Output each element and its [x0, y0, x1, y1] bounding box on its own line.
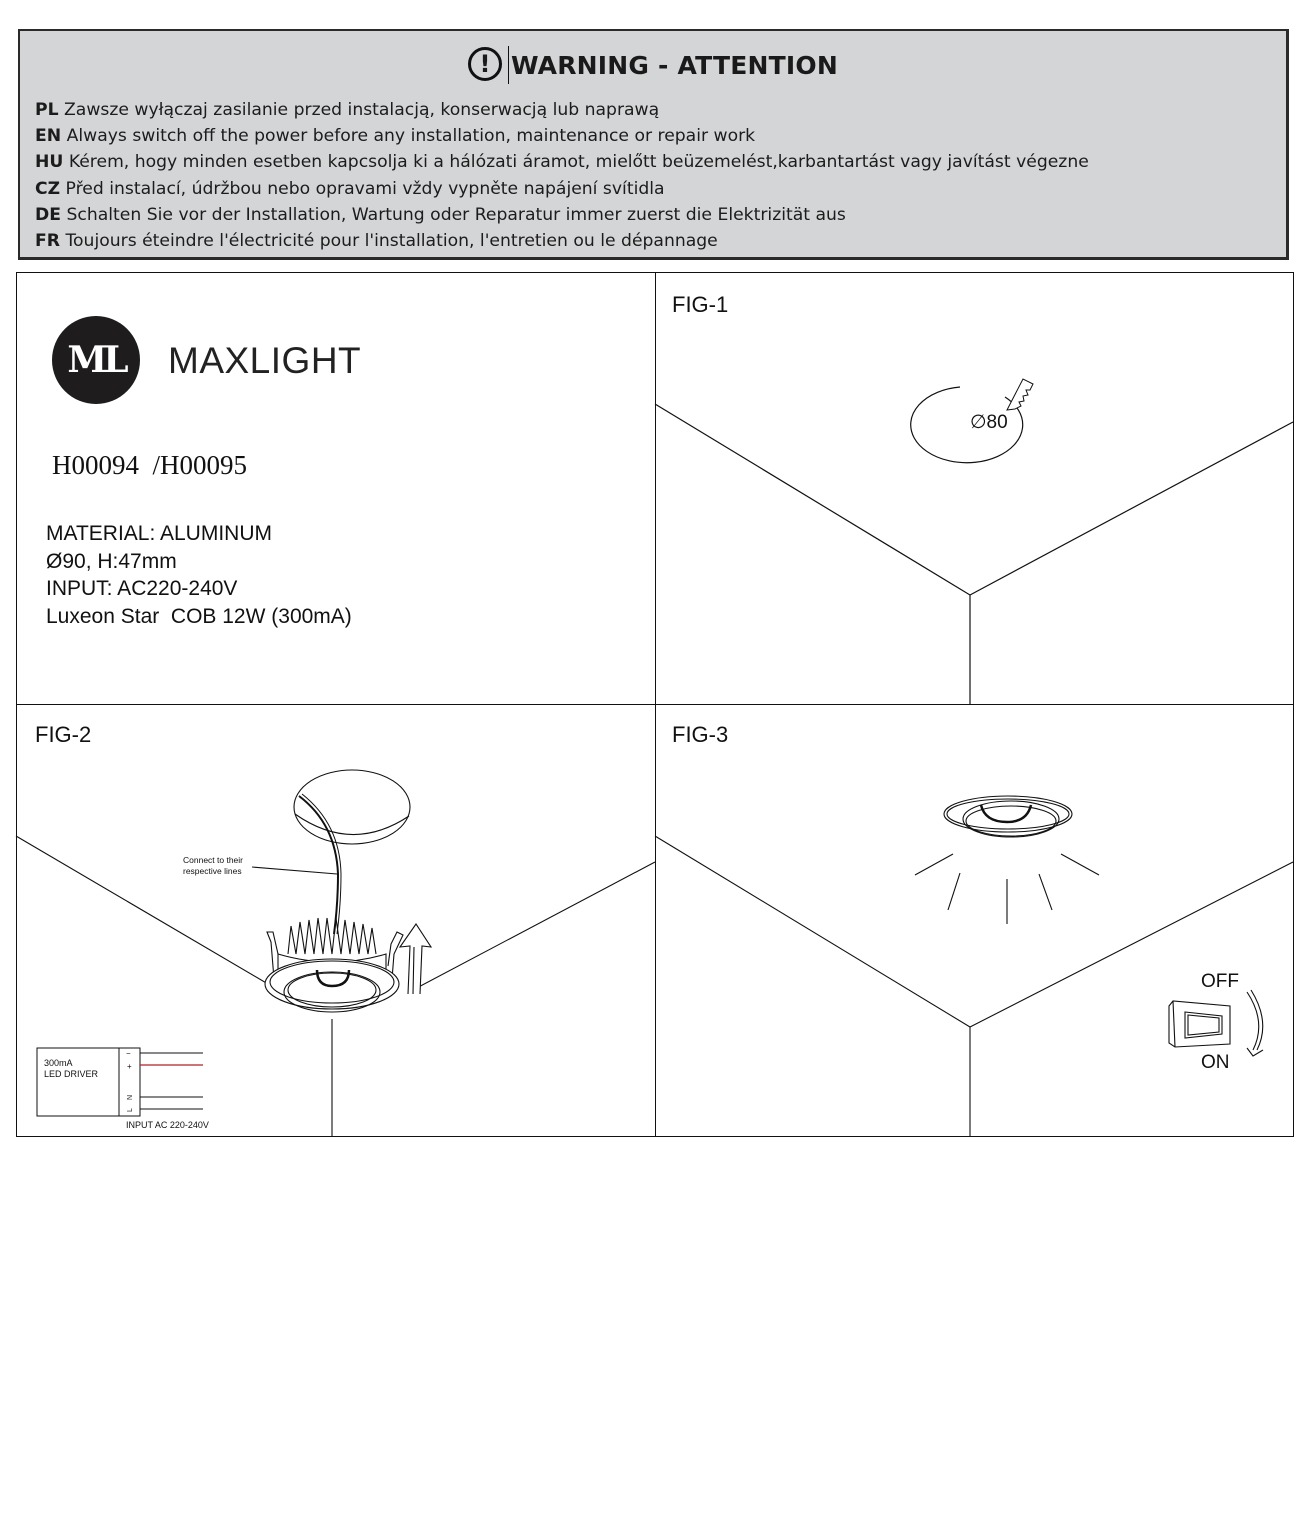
driver-label-line1: 300mA — [44, 1058, 73, 1068]
model-number: H00094 /H00095 — [52, 450, 247, 480]
warning-text: Kérem, hogy minden esetben kapcsolja ki a hálózati áramot, mielőtt beüzemelést,karbantartást vagy javítást végezne — [68, 152, 1089, 173]
fig1-drawing — [655, 272, 1293, 704]
switch-on-label: ON — [1201, 1052, 1230, 1073]
annotation-line2: respective lines — [183, 866, 242, 876]
warning-line-de — [35, 202, 1089, 228]
lang-code: FR — [35, 231, 60, 252]
ceiling-edge-right — [970, 422, 1293, 595]
lang-code: CZ — [35, 178, 61, 199]
fig2-label: FIG-2 — [35, 722, 92, 747]
driver-input-label: INPUT AC 220-240V — [126, 1120, 209, 1130]
installed-fixture — [944, 796, 1072, 837]
spec-material: MATERIAL: ALUMINUM — [46, 522, 272, 545]
warning-line-hu — [35, 149, 1089, 175]
brand-name: MAXLIGHT — [168, 340, 362, 381]
terminal-minus: − — [126, 1049, 131, 1058]
fig3-label: FIG-3 — [672, 722, 729, 747]
lang-code: PL — [35, 100, 59, 120]
wall-switch-icon — [1169, 1001, 1230, 1047]
fig2-drawing — [16, 704, 655, 1136]
heat-sink — [288, 918, 376, 954]
warning-line-pl — [35, 97, 1089, 123]
terminal-n: N — [127, 1094, 134, 1100]
ceiling-edge-left — [655, 404, 970, 595]
annotation-line1: Connect to their — [183, 855, 244, 865]
spec-list — [46, 520, 352, 630]
spec-dimensions: Ø90, H:47mm — [46, 549, 177, 573]
terminal-l: L — [127, 1108, 134, 1112]
warning-text: Schalten Sie vor der Installation, Wartung oder Reparatur immer zuerst die Elektrizität aus — [66, 204, 846, 225]
spec-input: INPUT: AC220-240V — [46, 577, 238, 600]
exclamation-circle-icon: ! — [468, 47, 502, 81]
warning-title — [20, 48, 1286, 86]
fig3-drawing — [655, 704, 1293, 1136]
warning-title-text: WARNING - ATTENTION — [511, 51, 838, 80]
switch-off-label: OFF — [1201, 971, 1239, 992]
warning-line-fr — [35, 228, 1089, 254]
lang-code: EN — [35, 126, 62, 147]
ceiling-edge-left — [655, 836, 970, 1027]
warning-lines — [35, 97, 1089, 254]
lang-code: DE — [35, 204, 62, 225]
driver-label-line2: LED DRIVER — [44, 1069, 99, 1079]
trim-ring — [265, 959, 399, 1009]
warning-line-cz — [35, 176, 1089, 202]
light-rays-icon — [915, 854, 1099, 924]
ceiling-edge-right — [970, 862, 1293, 1027]
warning-text: Zawsze wyłączaj zasilanie przed instalacją, konserwacją lub naprawą — [64, 100, 660, 120]
warning-box — [18, 29, 1289, 260]
spec-led: Luxeon Star COB 12W (300mA) — [46, 604, 352, 628]
warning-text: Always switch off the power before any installation, maintenance or repair work — [66, 126, 756, 147]
cutout-diameter: ∅80 — [970, 412, 1008, 433]
warning-text: Toujours éteindre l'électricité pour l'installation, l'entretien ou le dépannage — [65, 231, 718, 252]
annotation-leader — [252, 867, 337, 874]
terminal-plus: + — [127, 1062, 132, 1071]
logo-mark: ML — [67, 339, 125, 381]
saw-icon — [1007, 379, 1033, 410]
warning-text: Před instalací, údržbou nebo opravami vždy vypněte napájení svítidla — [65, 178, 665, 199]
warning-line-en — [35, 123, 1089, 149]
ceiling-edge-right — [411, 862, 655, 991]
text-cursor — [508, 46, 509, 84]
fig1-label: FIG-1 — [672, 292, 729, 317]
lang-code: HU — [35, 152, 64, 173]
brand-logo — [52, 316, 140, 404]
